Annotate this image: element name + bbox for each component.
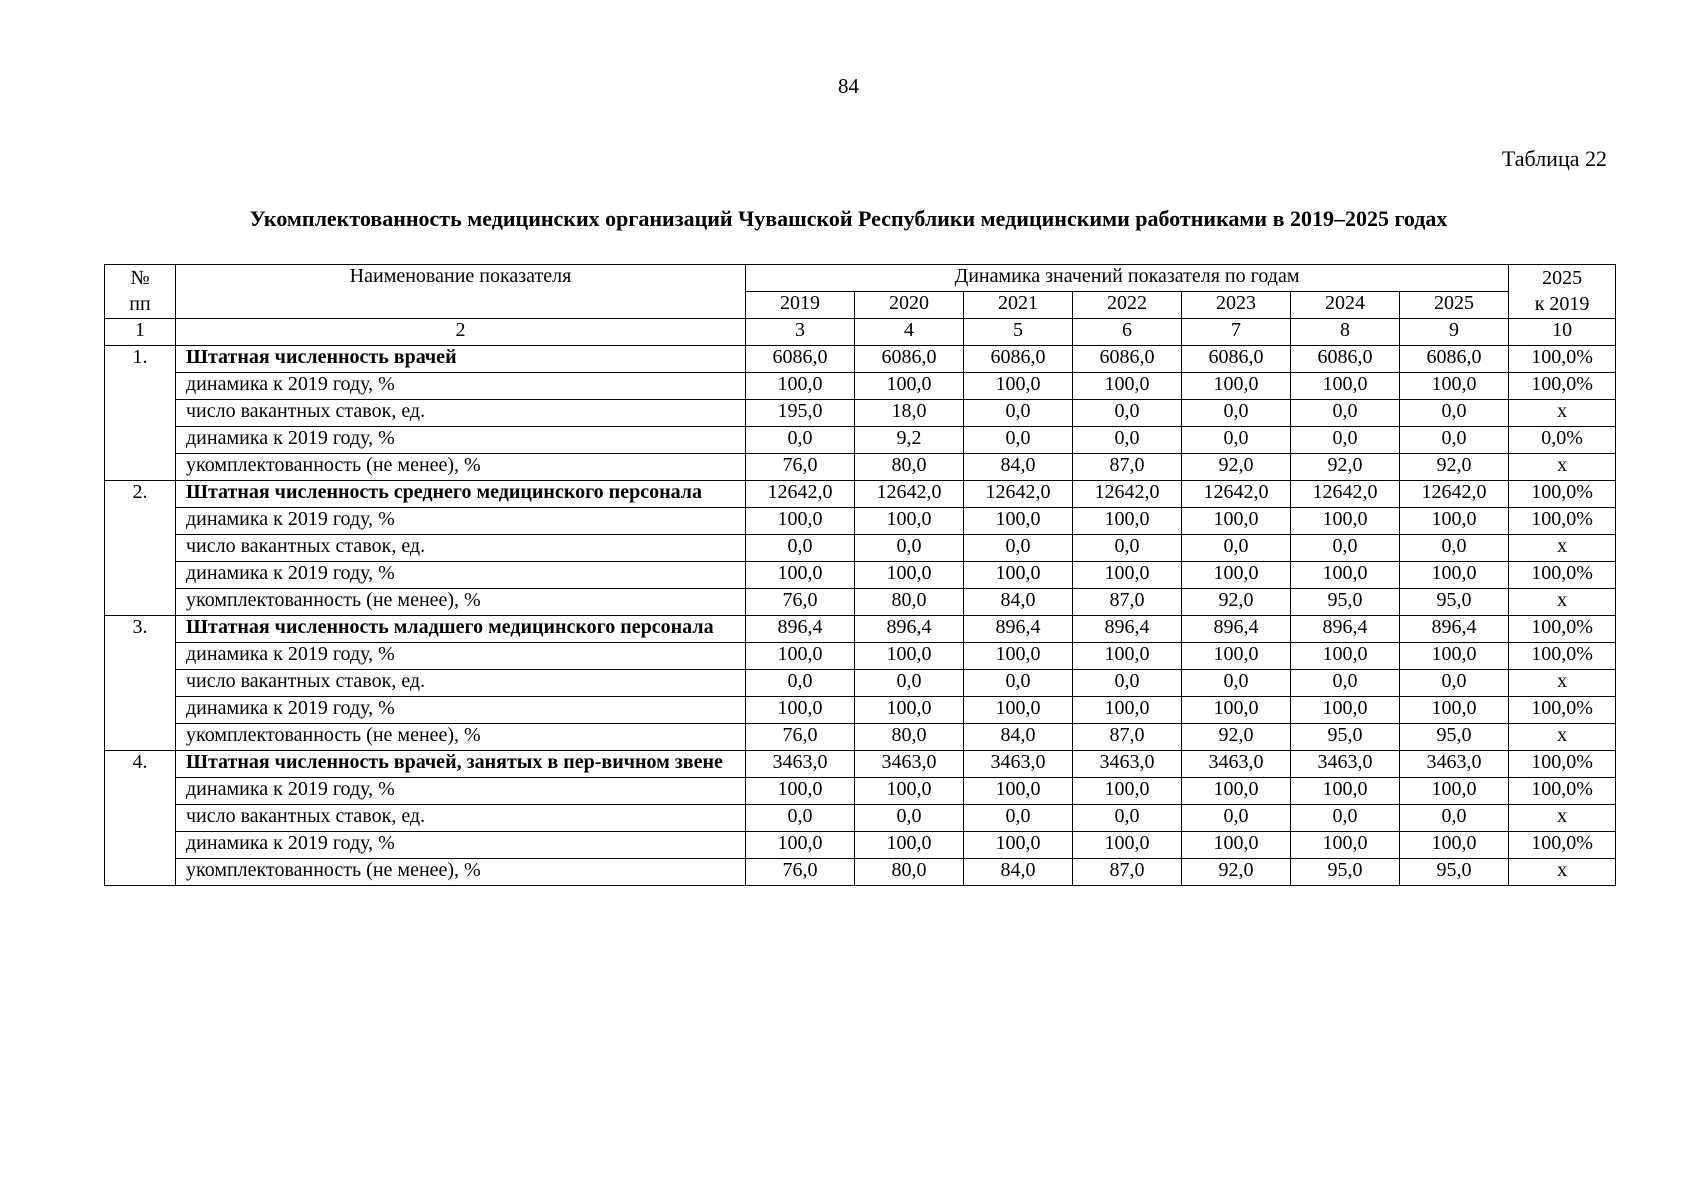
value-cell: 84,0 bbox=[964, 589, 1073, 616]
value-cell: 100,0 bbox=[1182, 778, 1291, 805]
ratio-cell: х bbox=[1509, 400, 1616, 427]
column-number: 9 bbox=[1400, 319, 1509, 346]
value-cell: 0,0 bbox=[1073, 427, 1182, 454]
value-cell: 92,0 bbox=[1291, 454, 1400, 481]
header-year: 2021 bbox=[964, 292, 1073, 319]
ratio-cell: 100,0% bbox=[1509, 373, 1616, 400]
value-cell: 80,0 bbox=[855, 454, 964, 481]
ratio-cell: х bbox=[1509, 670, 1616, 697]
value-cell: 0,0 bbox=[1182, 400, 1291, 427]
value-cell: 100,0 bbox=[746, 643, 855, 670]
value-cell: 100,0 bbox=[1182, 697, 1291, 724]
value-cell: 100,0 bbox=[1182, 832, 1291, 859]
row-number-empty bbox=[105, 859, 176, 886]
row-number: 2. bbox=[105, 481, 176, 508]
staffing-table bbox=[104, 264, 1616, 886]
value-cell: 92,0 bbox=[1400, 454, 1509, 481]
value-cell: 0,0 bbox=[1400, 535, 1509, 562]
table-row bbox=[105, 778, 1616, 805]
value-cell: 95,0 bbox=[1291, 724, 1400, 751]
ratio-cell: 100,0% bbox=[1509, 751, 1616, 778]
ratio-cell: 100,0% bbox=[1509, 643, 1616, 670]
value-cell: 100,0 bbox=[1182, 508, 1291, 535]
table-row-section bbox=[105, 481, 1616, 508]
value-cell: 92,0 bbox=[1182, 724, 1291, 751]
row-number-empty bbox=[105, 508, 176, 535]
indicator-label: динамика к 2019 году, % bbox=[176, 562, 746, 589]
value-cell: 100,0 bbox=[1400, 778, 1509, 805]
value-cell: 0,0 bbox=[746, 535, 855, 562]
column-number: 4 bbox=[855, 319, 964, 346]
value-cell: 84,0 bbox=[964, 454, 1073, 481]
value-cell: 0,0 bbox=[964, 805, 1073, 832]
value-cell: 0,0 bbox=[855, 535, 964, 562]
value-cell: 0,0 bbox=[1400, 400, 1509, 427]
section-title: Штатная численность младшего медицинского персонала bbox=[176, 616, 746, 643]
value-cell: 896,4 bbox=[964, 616, 1073, 643]
value-cell: 896,4 bbox=[1073, 616, 1182, 643]
value-cell: 12642,0 bbox=[746, 481, 855, 508]
value-cell: 80,0 bbox=[855, 859, 964, 886]
row-number: 1. bbox=[105, 346, 176, 373]
value-cell: 0,0 bbox=[1073, 805, 1182, 832]
value-cell: 80,0 bbox=[855, 724, 964, 751]
value-cell: 95,0 bbox=[1400, 589, 1509, 616]
indicator-label: укомплектованность (не менее), % bbox=[176, 724, 746, 751]
table-row-section bbox=[105, 751, 1616, 778]
value-cell: 0,0 bbox=[964, 535, 1073, 562]
value-cell: 3463,0 bbox=[1073, 751, 1182, 778]
value-cell: 100,0 bbox=[855, 508, 964, 535]
value-cell: 0,0 bbox=[1291, 427, 1400, 454]
column-number: 1 bbox=[105, 319, 176, 346]
value-cell: 100,0 bbox=[964, 778, 1073, 805]
value-cell: 3463,0 bbox=[855, 751, 964, 778]
value-cell: 100,0 bbox=[1073, 508, 1182, 535]
row-number: 4. bbox=[105, 751, 176, 778]
table-row bbox=[105, 400, 1616, 427]
value-cell: 100,0 bbox=[1073, 697, 1182, 724]
value-cell: 100,0 bbox=[746, 562, 855, 589]
value-cell: 100,0 bbox=[1073, 562, 1182, 589]
table-row bbox=[105, 643, 1616, 670]
value-cell: 0,0 bbox=[1073, 400, 1182, 427]
column-number: 8 bbox=[1291, 319, 1400, 346]
header-number-line1: № bbox=[130, 267, 150, 289]
value-cell: 95,0 bbox=[1291, 859, 1400, 886]
value-cell: 76,0 bbox=[746, 454, 855, 481]
header-year: 2019 bbox=[746, 292, 855, 319]
value-cell: 95,0 bbox=[1400, 859, 1509, 886]
indicator-label: число вакантных ставок, ед. bbox=[176, 535, 746, 562]
value-cell: 896,4 bbox=[1291, 616, 1400, 643]
value-cell: 6086,0 bbox=[1400, 346, 1509, 373]
value-cell: 195,0 bbox=[746, 400, 855, 427]
value-cell: 80,0 bbox=[855, 589, 964, 616]
value-cell: 100,0 bbox=[1182, 373, 1291, 400]
ratio-cell: 100,0% bbox=[1509, 832, 1616, 859]
header-indicator-name: Наименование показателя bbox=[176, 265, 746, 319]
row-number-empty bbox=[105, 454, 176, 481]
value-cell: 100,0 bbox=[855, 373, 964, 400]
value-cell: 0,0 bbox=[1400, 805, 1509, 832]
value-cell: 3463,0 bbox=[1400, 751, 1509, 778]
value-cell: 0,0 bbox=[746, 670, 855, 697]
value-cell: 0,0 bbox=[746, 427, 855, 454]
ratio-cell: х bbox=[1509, 535, 1616, 562]
header-ratio bbox=[1509, 265, 1616, 319]
value-cell: 12642,0 bbox=[855, 481, 964, 508]
page-number: 84 bbox=[838, 74, 859, 98]
table-row bbox=[105, 427, 1616, 454]
indicator-label: укомплектованность (не менее), % bbox=[176, 454, 746, 481]
value-cell: 100,0 bbox=[1291, 562, 1400, 589]
header-row-1 bbox=[105, 265, 1616, 292]
value-cell: 0,0 bbox=[855, 670, 964, 697]
ratio-cell: х bbox=[1509, 454, 1616, 481]
column-number: 2 bbox=[176, 319, 746, 346]
value-cell: 100,0 bbox=[855, 832, 964, 859]
ratio-cell: х bbox=[1509, 724, 1616, 751]
value-cell: 6086,0 bbox=[964, 346, 1073, 373]
table-row bbox=[105, 859, 1616, 886]
header-row-column-numbers bbox=[105, 319, 1616, 346]
table-row bbox=[105, 805, 1616, 832]
table-row bbox=[105, 562, 1616, 589]
indicator-label: динамика к 2019 году, % bbox=[176, 778, 746, 805]
value-cell: 0,0 bbox=[1291, 400, 1400, 427]
ratio-cell: х bbox=[1509, 805, 1616, 832]
row-number-empty bbox=[105, 589, 176, 616]
header-year: 2020 bbox=[855, 292, 964, 319]
ratio-cell: 100,0% bbox=[1509, 346, 1616, 373]
document-title: Укомплектованность медицинских организаций Чувашской Республики медицинскими работниками в 2019–2025 годах bbox=[249, 206, 1448, 231]
value-cell: 3463,0 bbox=[1182, 751, 1291, 778]
value-cell: 100,0 bbox=[1400, 562, 1509, 589]
row-number-empty bbox=[105, 400, 176, 427]
value-cell: 100,0 bbox=[1400, 832, 1509, 859]
value-cell: 100,0 bbox=[964, 508, 1073, 535]
value-cell: 6086,0 bbox=[1073, 346, 1182, 373]
table-row-section bbox=[105, 346, 1616, 373]
header-year: 2024 bbox=[1291, 292, 1400, 319]
ratio-cell: 100,0% bbox=[1509, 562, 1616, 589]
value-cell: 12642,0 bbox=[1073, 481, 1182, 508]
indicator-label: динамика к 2019 году, % bbox=[176, 427, 746, 454]
column-number: 6 bbox=[1073, 319, 1182, 346]
value-cell: 100,0 bbox=[746, 778, 855, 805]
value-cell: 100,0 bbox=[855, 643, 964, 670]
value-cell: 12642,0 bbox=[1400, 481, 1509, 508]
value-cell: 100,0 bbox=[1400, 643, 1509, 670]
value-cell: 100,0 bbox=[964, 697, 1073, 724]
value-cell: 0,0 bbox=[1400, 670, 1509, 697]
value-cell: 6086,0 bbox=[746, 346, 855, 373]
value-cell: 0,0 bbox=[855, 805, 964, 832]
value-cell: 100,0 bbox=[1400, 697, 1509, 724]
value-cell: 12642,0 bbox=[964, 481, 1073, 508]
header-year: 2023 bbox=[1182, 292, 1291, 319]
value-cell: 95,0 bbox=[1400, 724, 1509, 751]
value-cell: 76,0 bbox=[746, 859, 855, 886]
value-cell: 0,0 bbox=[1182, 670, 1291, 697]
value-cell: 0,0 bbox=[964, 670, 1073, 697]
row-number-empty bbox=[105, 778, 176, 805]
row-number-empty bbox=[105, 427, 176, 454]
section-title: Штатная численность врачей bbox=[176, 346, 746, 373]
header-dynamics: Динамика значений показателя по годам bbox=[746, 265, 1509, 292]
table-row bbox=[105, 589, 1616, 616]
value-cell: 100,0 bbox=[855, 697, 964, 724]
value-cell: 100,0 bbox=[1291, 508, 1400, 535]
row-number-empty bbox=[105, 562, 176, 589]
value-cell: 0,0 bbox=[964, 427, 1073, 454]
table-body bbox=[105, 346, 1616, 886]
ratio-cell: 100,0% bbox=[1509, 616, 1616, 643]
section-title: Штатная численность врачей, занятых в пер-вичном звене bbox=[176, 751, 746, 778]
indicator-label: динамика к 2019 году, % bbox=[176, 373, 746, 400]
value-cell: 87,0 bbox=[1073, 724, 1182, 751]
value-cell: 87,0 bbox=[1073, 589, 1182, 616]
ratio-cell: 100,0% bbox=[1509, 697, 1616, 724]
value-cell: 100,0 bbox=[1073, 832, 1182, 859]
table-row-section bbox=[105, 616, 1616, 643]
ratio-cell: 100,0% bbox=[1509, 778, 1616, 805]
value-cell: 6086,0 bbox=[1182, 346, 1291, 373]
value-cell: 76,0 bbox=[746, 724, 855, 751]
value-cell: 100,0 bbox=[855, 778, 964, 805]
indicator-label: динамика к 2019 году, % bbox=[176, 697, 746, 724]
ratio-cell: 100,0% bbox=[1509, 508, 1616, 535]
table-row bbox=[105, 454, 1616, 481]
table-row bbox=[105, 724, 1616, 751]
row-number-empty bbox=[105, 832, 176, 859]
row-number-empty bbox=[105, 670, 176, 697]
value-cell: 92,0 bbox=[1182, 859, 1291, 886]
indicator-label: динамика к 2019 году, % bbox=[176, 508, 746, 535]
indicator-label: число вакантных ставок, ед. bbox=[176, 805, 746, 832]
row-number-empty bbox=[105, 805, 176, 832]
indicator-label: динамика к 2019 году, % bbox=[176, 832, 746, 859]
value-cell: 0,0 bbox=[1182, 427, 1291, 454]
value-cell: 100,0 bbox=[746, 697, 855, 724]
value-cell: 100,0 bbox=[964, 832, 1073, 859]
header-year: 2025 bbox=[1400, 292, 1509, 319]
header-number-line2: пп bbox=[129, 293, 151, 315]
column-number: 7 bbox=[1182, 319, 1291, 346]
table-row bbox=[105, 535, 1616, 562]
value-cell: 18,0 bbox=[855, 400, 964, 427]
row-number-empty bbox=[105, 373, 176, 400]
indicator-label: число вакантных ставок, ед. bbox=[176, 400, 746, 427]
value-cell: 12642,0 bbox=[1182, 481, 1291, 508]
value-cell: 100,0 bbox=[1182, 562, 1291, 589]
value-cell: 87,0 bbox=[1073, 454, 1182, 481]
value-cell: 0,0 bbox=[1291, 535, 1400, 562]
value-cell: 6086,0 bbox=[855, 346, 964, 373]
value-cell: 0,0 bbox=[1073, 670, 1182, 697]
column-number: 10 bbox=[1509, 319, 1616, 346]
value-cell: 3463,0 bbox=[746, 751, 855, 778]
indicator-label: число вакантных ставок, ед. bbox=[176, 670, 746, 697]
value-cell: 6086,0 bbox=[1291, 346, 1400, 373]
value-cell: 100,0 bbox=[964, 562, 1073, 589]
row-number: 3. bbox=[105, 616, 176, 643]
value-cell: 100,0 bbox=[855, 562, 964, 589]
section-title: Штатная численность среднего медицинского персонала bbox=[176, 481, 746, 508]
ratio-cell: 100,0% bbox=[1509, 481, 1616, 508]
indicator-label: динамика к 2019 году, % bbox=[176, 643, 746, 670]
value-cell: 100,0 bbox=[1073, 778, 1182, 805]
ratio-cell: х bbox=[1509, 859, 1616, 886]
value-cell: 92,0 bbox=[1182, 454, 1291, 481]
indicator-label: укомплектованность (не менее), % bbox=[176, 859, 746, 886]
ratio-cell: 0,0% bbox=[1509, 427, 1616, 454]
table-row bbox=[105, 670, 1616, 697]
value-cell: 84,0 bbox=[964, 724, 1073, 751]
value-cell: 100,0 bbox=[746, 373, 855, 400]
header-year: 2022 bbox=[1073, 292, 1182, 319]
value-cell: 12642,0 bbox=[1291, 481, 1400, 508]
value-cell: 0,0 bbox=[1182, 535, 1291, 562]
value-cell: 100,0 bbox=[1073, 373, 1182, 400]
table-caption: Таблица 22 bbox=[1501, 146, 1607, 171]
value-cell: 100,0 bbox=[1400, 373, 1509, 400]
value-cell: 100,0 bbox=[964, 373, 1073, 400]
table-row bbox=[105, 697, 1616, 724]
value-cell: 3463,0 bbox=[964, 751, 1073, 778]
indicator-label: укомплектованность (не менее), % bbox=[176, 589, 746, 616]
value-cell: 100,0 bbox=[746, 508, 855, 535]
row-number-empty bbox=[105, 697, 176, 724]
value-cell: 100,0 bbox=[1291, 832, 1400, 859]
value-cell: 896,4 bbox=[1182, 616, 1291, 643]
table-row bbox=[105, 508, 1616, 535]
value-cell: 100,0 bbox=[1291, 643, 1400, 670]
row-number-empty bbox=[105, 535, 176, 562]
value-cell: 100,0 bbox=[964, 643, 1073, 670]
value-cell: 896,4 bbox=[746, 616, 855, 643]
value-cell: 0,0 bbox=[1291, 805, 1400, 832]
value-cell: 84,0 bbox=[964, 859, 1073, 886]
value-cell: 0,0 bbox=[1073, 535, 1182, 562]
value-cell: 100,0 bbox=[746, 832, 855, 859]
value-cell: 0,0 bbox=[746, 805, 855, 832]
value-cell: 100,0 bbox=[1400, 508, 1509, 535]
value-cell: 896,4 bbox=[855, 616, 964, 643]
value-cell: 95,0 bbox=[1291, 589, 1400, 616]
header-ratio-line2: к 2019 bbox=[1534, 293, 1590, 315]
value-cell: 3463,0 bbox=[1291, 751, 1400, 778]
header-number bbox=[105, 265, 176, 319]
table-row bbox=[105, 373, 1616, 400]
value-cell: 0,0 bbox=[964, 400, 1073, 427]
value-cell: 87,0 bbox=[1073, 859, 1182, 886]
table-row bbox=[105, 832, 1616, 859]
value-cell: 0,0 bbox=[1182, 805, 1291, 832]
column-number: 5 bbox=[964, 319, 1073, 346]
value-cell: 100,0 bbox=[1073, 643, 1182, 670]
header-ratio-line1: 2025 bbox=[1542, 267, 1583, 289]
value-cell: 896,4 bbox=[1400, 616, 1509, 643]
column-number: 3 bbox=[746, 319, 855, 346]
value-cell: 0,0 bbox=[1291, 670, 1400, 697]
value-cell: 100,0 bbox=[1291, 697, 1400, 724]
row-number-empty bbox=[105, 724, 176, 751]
ratio-cell: х bbox=[1509, 589, 1616, 616]
value-cell: 100,0 bbox=[1291, 373, 1400, 400]
value-cell: 9,2 bbox=[855, 427, 964, 454]
value-cell: 100,0 bbox=[1182, 643, 1291, 670]
value-cell: 92,0 bbox=[1182, 589, 1291, 616]
value-cell: 100,0 bbox=[1291, 778, 1400, 805]
value-cell: 0,0 bbox=[1400, 427, 1509, 454]
row-number-empty bbox=[105, 643, 176, 670]
value-cell: 76,0 bbox=[746, 589, 855, 616]
